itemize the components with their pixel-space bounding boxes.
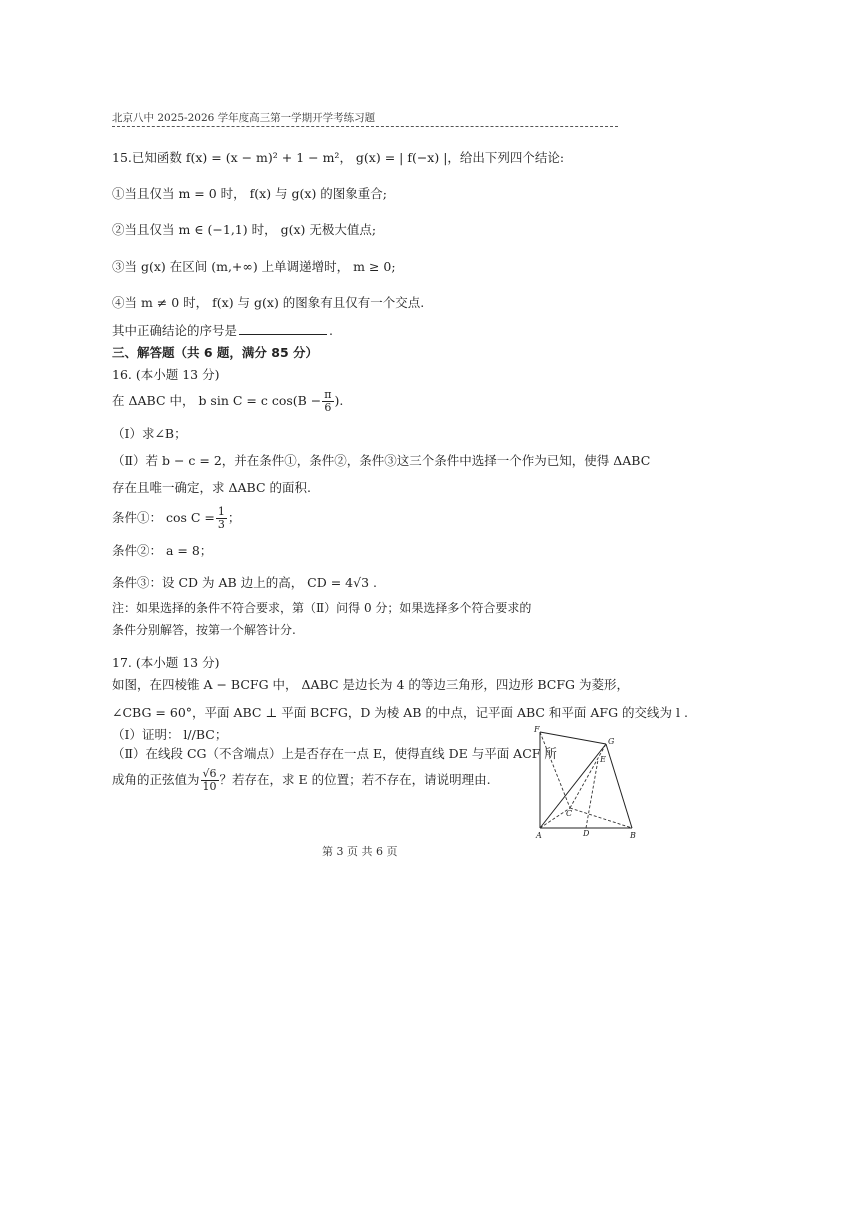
q16-cond1-fraction [216, 506, 227, 531]
edge-CB [570, 808, 632, 828]
q16-stem-numerator: π [324, 388, 332, 401]
q16-part-1: （Ⅰ）求∠B； [112, 426, 187, 441]
label-C: C [566, 809, 573, 818]
q15-answer-blank [239, 322, 327, 335]
q17-part2b-denominator: 10 [202, 780, 217, 793]
q16-cond1-post: ； [227, 510, 241, 525]
q16-part-2-cont: 存在且唯一确定，求 ΔABC 的面积. [112, 480, 311, 495]
label-A: A [536, 831, 542, 840]
page-footer: 第 3 页 共 6 页 [322, 845, 398, 858]
q16-condition-1 [112, 503, 240, 533]
edge-FG [540, 732, 606, 744]
q17-line-2: ∠CBG = 60°，平面 ABC ⊥ 平面 BCFG，D 为棱 AB 的中点，记平面 ABC 和平面 AFG 的交线为 l . [112, 705, 688, 720]
q16-title: 16. (本小题 13 分) [112, 367, 220, 382]
q17-part-2: （Ⅱ）在线段 CG（不含端点）上是否存在一点 E，使得直线 DE 与平面 ACF 所 [112, 746, 557, 761]
label-F: F [534, 725, 540, 734]
q17-part2b-pre: 成角的正弦值为 [112, 772, 200, 787]
q16-condition-3: 条件③：设 CD 为 AB 边上的高， CD = 4√3 . [112, 575, 377, 590]
q16-cond1-denominator: 3 [217, 518, 225, 531]
q16-part-2: （Ⅱ）若 b − c = 2，并在条件①，条件②，条件③这三个条件中选择一个作为已知，使得 ΔABC [112, 453, 651, 468]
q15-answer-suffix: . [329, 323, 333, 338]
header-divider [112, 126, 618, 127]
q16-stem-post: ). [334, 393, 344, 408]
edge-GB [606, 744, 632, 828]
q15-conclusion-4: ④当 m ≠ 0 时， f(x) 与 g(x) 的图象有且仅有一个交点. [112, 295, 425, 310]
label-B: B [630, 831, 636, 840]
q17-part2b-post: ？若存在，求 E 的位置；若不存在，请说明理由. [219, 772, 491, 787]
label-D: D [583, 829, 590, 838]
q16-stem-pre: 在 ΔABC 中， b sin C = c cos(B − [112, 393, 322, 408]
q15-conclusion-3: ③当 g(x) 在区间 (m,+∞) 上单调递增时， m ≥ 0; [112, 259, 396, 274]
edge-FC [540, 732, 570, 808]
label-E: E [600, 755, 606, 764]
q16-condition-2: 条件②： a = 8； [112, 543, 213, 558]
page-header: 北京八中 2025-2026 学年度高三第一学期开学考练习题 [112, 112, 376, 124]
q17-part2b-fraction [201, 768, 219, 793]
q15-conclusion-1: ①当且仅当 m = 0 时， f(x) 与 g(x) 的图象重合; [112, 186, 388, 201]
q17-line-1: 如图，在四棱锥 A − BCFG 中， ΔABC 是边长为 4 的等边三角形，四边形 BCFG 为菱形， [112, 677, 630, 692]
segment-DE [586, 760, 598, 828]
label-G: G [608, 737, 615, 746]
q16-note-2: 条件分别解答，按第一个解答计分. [112, 623, 296, 637]
pyramid-figure [528, 724, 648, 842]
section-3-title: 三、解答题（共 6 题，满分 85 分） [112, 345, 319, 360]
q16-stem-fraction [322, 389, 333, 414]
q15-answer-prefix: 其中正确结论的序号是 [112, 323, 238, 338]
q16-stem-denominator: 6 [324, 401, 332, 414]
q16-note-1: 注：如果选择的条件不符合要求，第（Ⅱ）问得 0 分；如果选择多个符合要求的 [112, 601, 532, 615]
q17-part-1: （Ⅰ）证明： l//BC； [112, 727, 228, 742]
q17-title: 17. (本小题 13 分) [112, 655, 220, 670]
q15-conclusion-2: ②当且仅当 m ∈ (−1,1) 时， g(x) 无极大值点; [112, 222, 377, 237]
q15-stem: 15.已知函数 f(x) = (x − m)² + 1 − m²， g(x) = | f(−x) |，给出下列四个结论: [112, 150, 565, 165]
q16-cond1-numerator: 1 [217, 505, 225, 518]
q16-stem [112, 386, 343, 416]
q16-cond1-pre: 条件①： cos C = [112, 510, 215, 525]
edge-CG [570, 744, 606, 808]
q17-part-2-cont [112, 764, 491, 796]
q17-part2b-numerator: √6 [202, 767, 217, 780]
q15-answer-line [112, 322, 333, 339]
